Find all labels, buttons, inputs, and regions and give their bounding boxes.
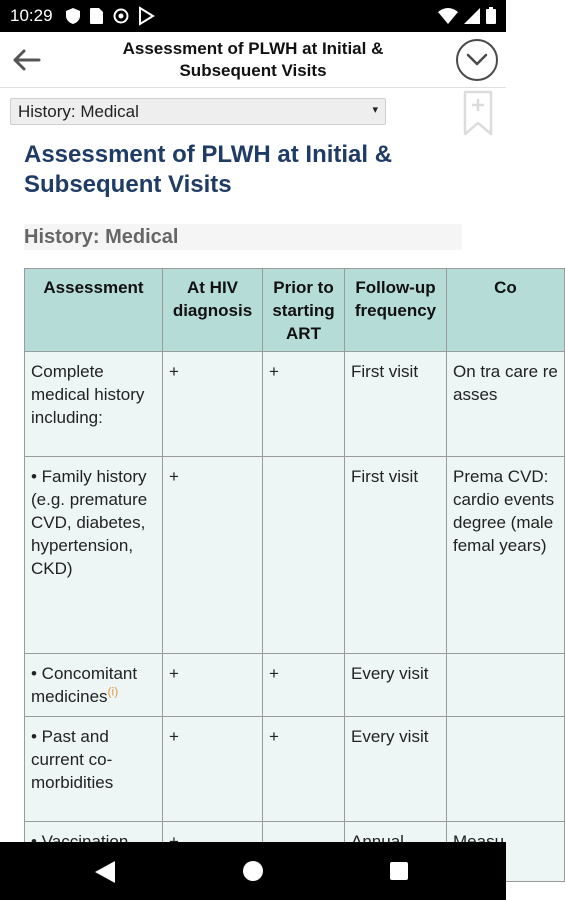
- signal-icon: [464, 8, 480, 29]
- cell-comment: [447, 654, 565, 717]
- wifi-icon: [438, 8, 458, 29]
- cell-follow-up: Every visit: [345, 717, 447, 822]
- page-heading: Assessment of PLWH at Initial & Subsequent Visits: [24, 141, 393, 198]
- arrow-left-icon: [11, 48, 41, 72]
- col-header-at-diagnosis: At HIV diagnosis: [163, 269, 263, 352]
- back-button[interactable]: [8, 42, 44, 78]
- cell-follow-up: First visit: [345, 352, 447, 457]
- cell-assessment: [25, 654, 163, 717]
- battery-icon: [486, 7, 496, 29]
- nav-recents-icon[interactable]: [390, 862, 408, 880]
- nav-back-icon[interactable]: [95, 861, 115, 888]
- cell-prior-art: +: [263, 717, 345, 822]
- section-subheading: History: Medical: [24, 224, 462, 250]
- shield-icon: [66, 8, 80, 29]
- cell-comment: On tra care re asses: [447, 352, 565, 457]
- assessment-table: [24, 268, 565, 882]
- table-row: [25, 717, 565, 822]
- app-bar: [0, 32, 506, 88]
- navigation-bar: [0, 842, 506, 900]
- cell-assessment: Complete medical history including:: [25, 352, 163, 457]
- content-area[interactable]: [0, 88, 558, 842]
- section-dropdown[interactable]: [10, 98, 386, 125]
- options-menu-button[interactable]: [456, 39, 498, 81]
- col-header-comments: Co: [447, 269, 565, 352]
- status-right-icons: [438, 7, 496, 29]
- status-bar: [0, 0, 506, 32]
- col-header-assessment: Assessment: [25, 269, 163, 352]
- nav-home-icon[interactable]: [243, 861, 263, 881]
- dropdown-arrow-icon: ▾: [372, 104, 378, 116]
- chevron-down-icon: [466, 53, 488, 67]
- status-left-icons: [66, 8, 153, 29]
- cell-at-diagnosis: +: [163, 654, 263, 717]
- cell-follow-up: First visit: [345, 457, 447, 654]
- app-bar-title: Assessment of PLWH at Initial & Subsequent Visits: [122, 39, 384, 80]
- table-row: [25, 352, 565, 457]
- cell-prior-art: +: [263, 352, 345, 457]
- cell-assessment-text: • Concomitant medicines: [31, 664, 138, 706]
- play-store-icon: [139, 8, 153, 29]
- cell-at-diagnosis: +: [163, 352, 263, 457]
- cell-at-diagnosis: +: [163, 717, 263, 822]
- cell-follow-up: Every visit: [345, 654, 447, 717]
- section-dropdown-value: History: Medical: [18, 102, 139, 121]
- col-header-follow-up: Follow-up frequency: [345, 269, 447, 352]
- cell-at-diagnosis: +: [163, 457, 263, 654]
- sync-icon: [113, 8, 129, 29]
- sim-card-icon: [90, 8, 103, 29]
- bookmark-add-icon[interactable]: [463, 90, 493, 136]
- cell-assessment: • Family history (e.g. premature CVD, diabetes, hypertension, CKD): [25, 457, 163, 654]
- cell-comment: Prema CVD: cardio events degree (male femal years): [447, 457, 565, 654]
- status-time: 10:29: [10, 6, 53, 25]
- table-header-row: [25, 269, 565, 352]
- cell-assessment: • Past and current co-morbidities: [25, 717, 163, 822]
- table-row: [25, 654, 565, 717]
- table-row: [25, 457, 565, 654]
- info-icon[interactable]: (i): [107, 684, 119, 699]
- cell-prior-art: [263, 457, 345, 654]
- cell-comment: [447, 717, 565, 822]
- col-header-prior-art: Prior to starting ART: [263, 269, 345, 352]
- cell-prior-art: +: [263, 654, 345, 717]
